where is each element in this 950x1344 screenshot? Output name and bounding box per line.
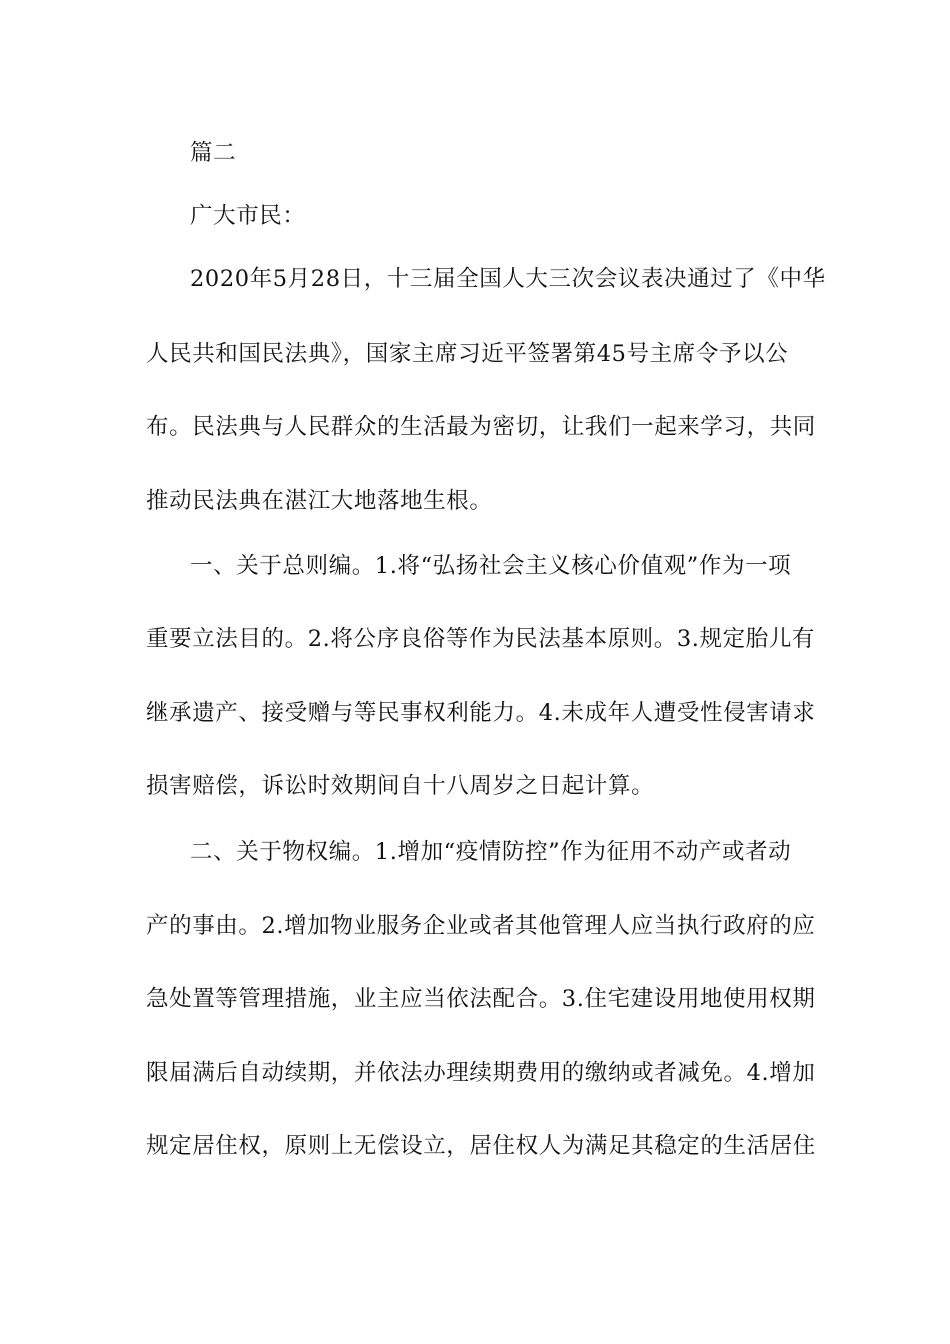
paragraph-line: 布。民法典与人民群众的生活最为密切，让我们一起来学习，共同	[146, 414, 816, 440]
paragraph-line: 限届满后自动续期，并依法办理续期费用的缴纳或者减免。4.增加	[146, 1060, 816, 1086]
paragraph-line: 一、关于总则编。1.将“弘扬社会主义核心价值观”作为一项	[190, 553, 792, 579]
paragraph-line: 2020年5月28日，十三届全国人大三次会议表决通过了《中华	[190, 266, 826, 292]
paragraph-line: 急处置等管理措施，业主应当依法配合。3.住宅建设用地使用权期	[146, 986, 816, 1012]
paragraph-line: 人民共和国民法典》，国家主席习近平签署第45号主席令予以公	[146, 341, 789, 367]
paragraph-line: 损害赔偿，诉讼时效期间自十八周岁之日起计算。	[146, 773, 655, 799]
section-heading: 篇二	[190, 140, 237, 166]
paragraph-line: 二、关于物权编。1.增加“疫情防控”作为征用不动产或者动	[190, 839, 792, 865]
salutation: 广大市民：	[190, 203, 306, 229]
paragraph-line: 推动民法典在湛江大地落地生根。	[146, 488, 493, 514]
paragraph-line: 规定居住权，原则上无偿设立，居住权人为满足其稳定的生活居住	[146, 1133, 816, 1159]
paragraph-line: 产的事由。2.增加物业服务企业或者其他管理人应当执行政府的应	[146, 913, 816, 939]
paragraph-line: 继承遗产、接受赠与等民事权利能力。4.未成年人遭受性侵害请求	[146, 700, 816, 726]
paragraph-line: 重要立法目的。2.将公序良俗等作为民法基本原则。3.规定胎儿有	[146, 626, 816, 652]
